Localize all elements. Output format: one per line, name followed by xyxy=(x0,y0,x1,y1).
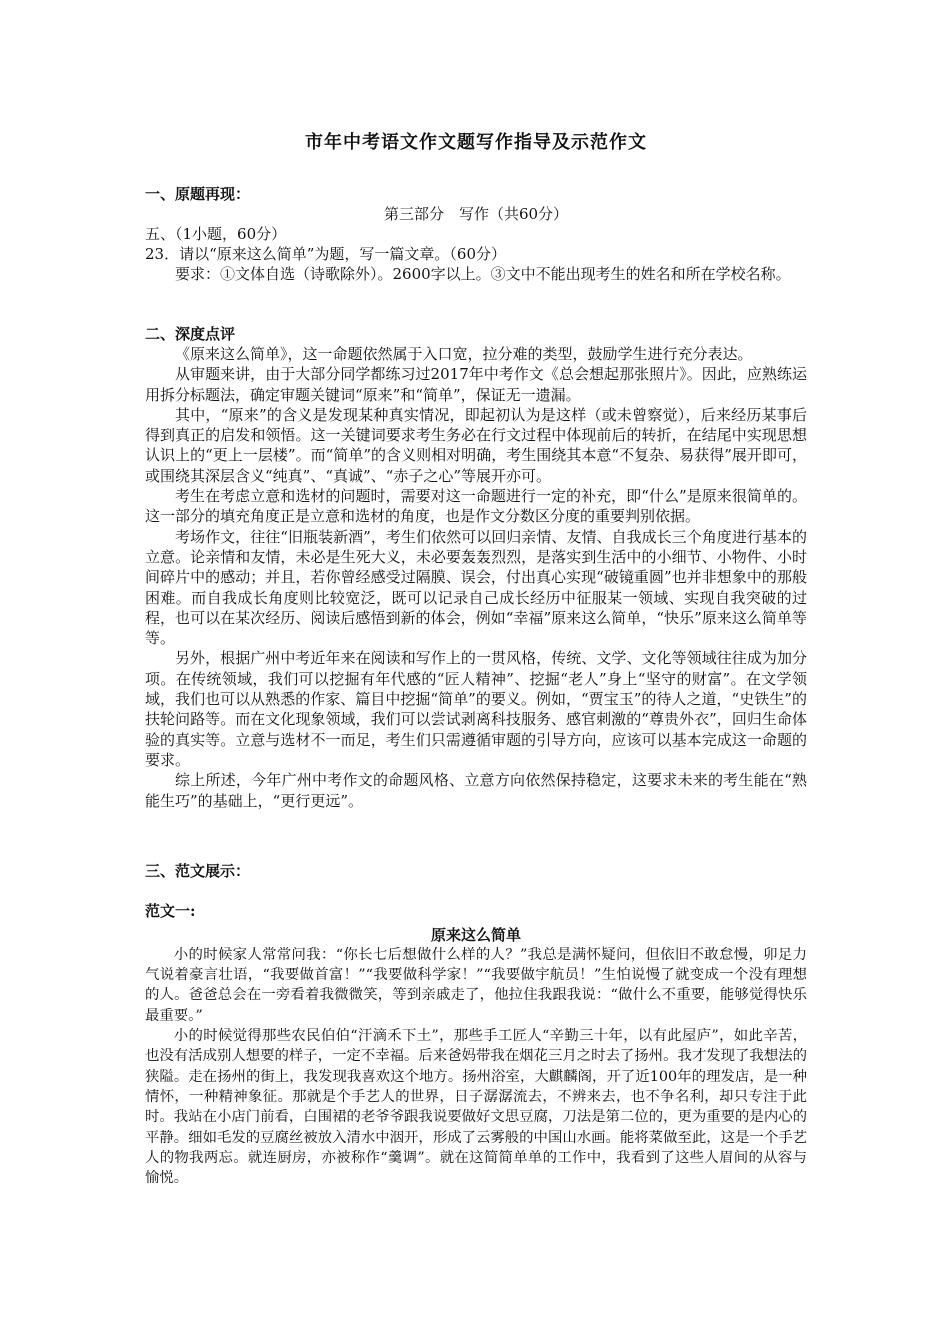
section1-part: 第三部分 写作（共60分） xyxy=(383,205,569,223)
section1-question: 23．请以“原来这么简单”为题，写一篇文章。（60分） xyxy=(145,245,507,263)
section2-paragraph: 另外，根据广州中考近年来在阅读和写作上的一贯风格，传统、文学、文化等领域往往成为加分项。在传统领域，我们可以挖掘有年代感的“匠人精神”、挖掘“老人”身上“坚守的财富”。在文学领域，我们也可以从熟悉的作家、篇目中挖掘“简单”的要义。例如，“贾宝玉”的待人之道，“史铁生”的扶轮问路等。而在文化现象领域，我们可以尝试剥离科技服务、感官刺激的“尊贵外衣”，回归生命体验的真实等。立意与选材不一而足，考生们只需遵循审题的引导方向，应该可以基本完成这一命题的要求。 xyxy=(145,649,807,769)
section1-requirement: 要求：①文体自选（诗歌除外）。2600字以上。③文中不能出现考生的姓名和所在学校名称。 xyxy=(175,265,791,283)
section2-paragraph: 从审题来讲，由于大部分同学都练习过2017年中考作文《总会想起那张照片》。因此，应熟练运用拆分标题法，确定审题关键词“原来”和“简单”，保证无一遗漏。 xyxy=(145,365,807,404)
section2-paragraph: 《原来这么简单》，这一命题依然属于入口宽，拉分难的类型，鼓励学生进行充分表达。 xyxy=(175,345,753,363)
essay-paragraph: 小的时候觉得那些农民伯伯“汗滴禾下土”，那些手工匠人“辛勤三十年，以有此屋庐”，如此辛苦，也没有活成别人想要的样子，一定不幸福。后来爸妈带我在烟花三月之时去了扬州。我才发现了我想法的狭隘。走在扬州的街上，我发现我喜欢这个地方。扬州浴室，大麒麟阁，开了近100年的理发店，是一种情怀，一种精神象征。那就是个手艺人的世界，日子潺潺流去，不辨来去，也不争名利，却只专注于此时。我站在小店门前看，白围裙的老爷爷跟我说要做好文思豆腐，刀法是第二位的，更为重要的是内心的平静。细如毛发的豆腐丝被放入清水中洇开，形成了云雾般的中国山水画。能将菜做至此，这是一个手艺人的物我两忘。就连厨房，亦被称作“羹调”。就在这简简单单的工作中，我看到了这些人眉间的从容与愉悦。 xyxy=(145,1028,807,1187)
section2-paragraph: 综上所述，今年广州中考作文的命题风格、立意方向依然保持稳定，这要求未来的考生能在“熟能生巧”的基础上，“更行更远”。 xyxy=(145,771,807,810)
essay-title: 原来这么简单 xyxy=(430,925,521,944)
section3-heading: 三、范文展示： xyxy=(145,861,251,880)
section2-heading: 二、深度点评 xyxy=(145,325,236,343)
section2-paragraph: 考生在考虑立意和选材的问题时，需要对这一命题进行一定的补充，即“什么”是原来很简单的。这一部分的填充角度正是立意和选材的角度，也是作文分数区分度的重要判别依据。 xyxy=(145,487,807,526)
essay-paragraph: 小的时候家人常常问我：“你长七后想做什么样的人？”我总是满怀疑问，但依旧不敢怠慢，卯足力气说着豪言壮语，“我要做首富！”“我要做科学家！”“我要做宇航员！”生怕说慢了就变成一个没有理想的人。爸爸总会在一旁看着我微微笑，等到亲戚走了，他拉住我跟我说：“做什么不重要，能够觉得快乐最重要。” xyxy=(145,946,807,1024)
essay-label: 范文一: xyxy=(145,901,196,920)
document-content xyxy=(145,128,807,1188)
section1-question-header: 五、（1小题，60分） xyxy=(145,225,287,243)
section2-paragraph: 考场作文，往往“旧瓶装新酒”，考生们依然可以回归亲情、友情、自我成长三个角度进行基本的立意。论亲情和友情，未必是生死大义，未必要轰轰烈烈，是落实到生活中的小细节、小物件、小时间碎片中的感动；并且，若你曾经感受过隔膜、误会，付出真心实现“破镜重圆”也并非想象中的那般困难。而自我成长角度则比较宽泛，既可以记录自己成长经历中征服某一领域、实现自我突破的过程，也可以在某次经历、阅读后感悟到新的体会，例如“幸福”原来这么简单，“快乐”原来这么简单等等。 xyxy=(145,527,807,648)
section2-paragraph: 其中，“原来”的含义是发现某种真实情况，即起初认为是这样（或未曾察觉），后来经历某事后得到真正的启发和领悟。这一关键词要求考生务必在行文过程中体现前后的转折，在结尾中实现思想认识上的“更上一层楼”。而“简单”的含义则相对明确，考生围绕其本意“不复杂、易获得”展开即可，或围绕其深层含义“纯真”、“真诚”、“赤子之心”等展开亦可。 xyxy=(145,405,807,485)
document-title: 市年中考语文作文题写作指导及示范作文 xyxy=(305,132,647,153)
section1-heading: 一、原题再现： xyxy=(145,185,251,203)
